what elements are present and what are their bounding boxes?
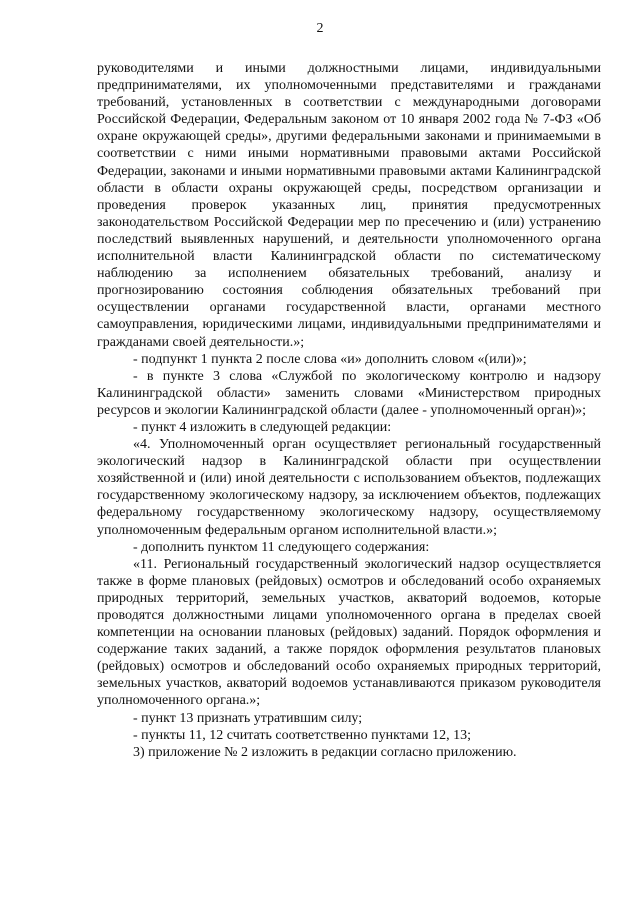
- paragraph-subitem-1: - подпункт 1 пункта 2 после слова «и» дополнить словом «(или)»;: [133, 351, 527, 367]
- paragraph-item-11-intro: - дополнить пунктом 11 следующего содержания:: [133, 539, 430, 555]
- paragraph-item-4-intro: - пункт 4 изложить в следующей редакции:: [133, 419, 392, 435]
- paragraph-item-3-change: - в пункте 3 слова «Службой по экологическому контролю и надзору Калининградской области» заменить словами «Министерством природных ресурсов и экологии Калининградской области (далее - уполномоченный орган)»;: [97, 368, 601, 418]
- paragraph-continuation: руководителями и иными должностными лицами, индивидуальными предпринимателями, их уполномоченными представителями и гражданами требований, установленных в соответствии с международными договорами Российской Федерации, Федеральным законом от 10 января 2002 года № 7-ФЗ «Об охране окружающей среды», другими федеральными законами и принимаемыми в соответствии с ними иными нормативными правовыми актами Российской Федерации, законами и иными нормативными правовыми актами Калининградской области в области охраны окружающей среды, посредством организации и проведения проверок указанных лиц, принятия предусмотренных законодательством Российской Федерации мер по пресечению и (или) устранению последствий выявленных нарушений, и деятельности уполномоченного органа исполнительной власти Калининградской области по систематическому наблюдению за исполнением обязательных требований, анализу и прогнозированию состояния соблюдения обязательных требований при осуществлении органами государственной власти, органами местного самоуправления, юридическими лицами, индивидуальными предпринимателями и гражданами своей деятельности.»;: [97, 61, 601, 350]
- paragraph-appendix-2: 3) приложение № 2 изложить в редакции согласно приложению.: [133, 744, 517, 760]
- paragraph-item-4-text: «4. Уполномоченный орган осуществляет региональный государственный экологический надзор в Калининградской области при осуществлении хозяйственной и (или) иной деятельности с использованием объектов, подлежащих государственному экологическому надзору, за исключением объектов, подлежащих федеральному государственному экологическому надзору, осуществляемому уполномоченным федеральным органом исполнительной власти.»;: [97, 437, 601, 538]
- paragraph-item-13-void: - пункт 13 признать утратившим силу;: [133, 710, 363, 726]
- page-number: 2: [316, 21, 324, 36]
- paragraph-item-11-text: «11. Региональный государственный экологический надзор осуществляется также в форме плановых (рейдовых) осмотров и обследований особо охраняемых природных территорий, земельных участков, акваторий водоемов, которые проводятся должностными лицами уполномоченного органа в пределах своей компетенции на основании плановых (рейдовых) заданий. Порядок оформления и содержание таких заданий, а также порядок оформления результатов плановых (рейдовых) осмотров и обследований особо охраняемых природных территорий, земельных участков, акваторий водоемов устанавливаются приказом руководителя уполномоченного органа.»;: [97, 556, 601, 709]
- paragraph-renumber: - пункты 11, 12 считать соответственно пунктами 12, 13;: [133, 727, 471, 743]
- document-body: [97, 60, 601, 761]
